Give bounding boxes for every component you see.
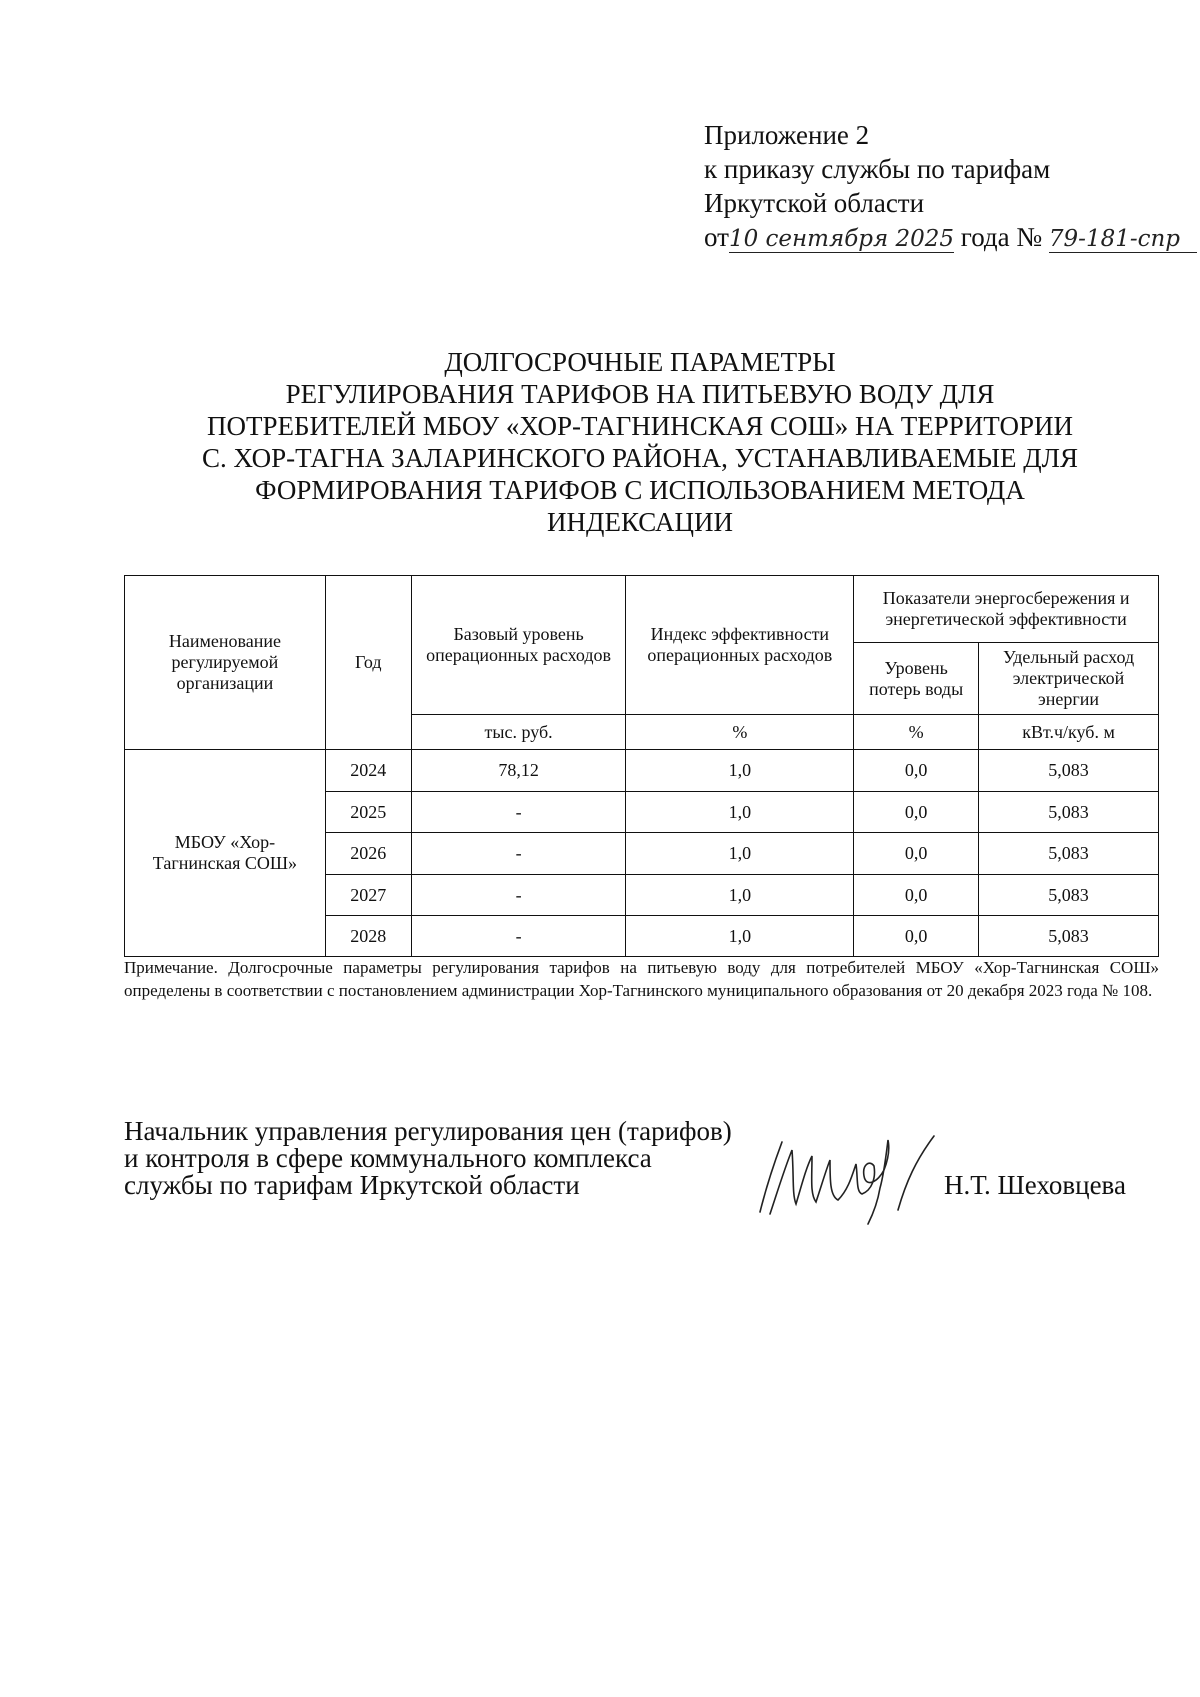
cell-loss: 0,0 bbox=[854, 750, 979, 792]
cell-power: 5,083 bbox=[979, 833, 1159, 875]
unit-loss: % bbox=[854, 715, 979, 750]
cell-loss: 0,0 bbox=[854, 916, 979, 957]
cell-index: 1,0 bbox=[626, 750, 854, 792]
header-energy-group: Показатели энергосбережения и энергетической эффективности bbox=[854, 576, 1159, 643]
header-organization: Наименование регулируемой организации bbox=[125, 576, 326, 750]
header-base-level: Базовый уровень операционных расходов bbox=[411, 576, 626, 715]
header-power-consumption: Удельный расход электрической энергии bbox=[979, 643, 1159, 715]
cell-base: - bbox=[411, 792, 626, 833]
signer-line: службы по тарифам Иркутской области bbox=[124, 1170, 580, 1200]
cell-loss: 0,0 bbox=[854, 792, 979, 833]
cell-power: 5,083 bbox=[979, 750, 1159, 792]
signer-name: Н.Т. Шеховцева bbox=[944, 1170, 1126, 1200]
appendix-line: к приказу службы по тарифам bbox=[704, 154, 1051, 184]
cell-power: 5,083 bbox=[979, 916, 1159, 957]
signer-position bbox=[124, 1118, 732, 1199]
date-prefix: от bbox=[704, 222, 729, 252]
title-line: С. ХОР-ТАГНА ЗАЛАРИНСКОГО РАЙОНА, УСТАНАВЛИВАЕМЫЕ ДЛЯ bbox=[202, 443, 1078, 473]
title-line: ФОРМИРОВАНИЯ ТАРИФОВ С ИСПОЛЬЗОВАНИЕМ МЕТОДА bbox=[255, 475, 1025, 505]
signer-line: и контроля в сфере коммунального комплекса bbox=[124, 1143, 652, 1173]
organization-name: МБОУ «Хор-Тагнинская СОШ» bbox=[125, 750, 326, 957]
document-title bbox=[160, 346, 1120, 538]
table-note: Примечание. Долгосрочные параметры регулирования тарифов на питьевую воду для потребителей МБОУ «Хор-Тагнинская СОШ» определены в соответствии с постановлением администрации Хор-Тагнинского муниципального образования от 20 декабря 2023 года № 108. bbox=[124, 958, 1159, 1000]
cell-year: 2025 bbox=[325, 792, 411, 833]
appendix-date-line bbox=[704, 220, 1197, 254]
cell-year: 2028 bbox=[325, 916, 411, 957]
handwritten-order-number: 79-181-спр bbox=[1049, 226, 1197, 253]
cell-power: 5,083 bbox=[979, 875, 1159, 916]
appendix-line: Приложение 2 bbox=[704, 120, 870, 150]
unit-base: тыс. руб. bbox=[411, 715, 626, 750]
header-efficiency-index: Индекс эффективности операционных расходов bbox=[626, 576, 854, 715]
order-number-label: года № bbox=[960, 222, 1043, 252]
cell-base: - bbox=[411, 875, 626, 916]
parameters-table bbox=[124, 575, 1159, 957]
title-line: ПОТРЕБИТЕЛЕЙ МБОУ «ХОР-ТАГНИНСКАЯ СОШ» НА ТЕРРИТОРИИ bbox=[207, 411, 1073, 441]
cell-index: 1,0 bbox=[626, 792, 854, 833]
cell-index: 1,0 bbox=[626, 916, 854, 957]
cell-loss: 0,0 bbox=[854, 833, 979, 875]
title-line: ДОЛГОСРОЧНЫЕ ПАРАМЕТРЫ bbox=[444, 347, 836, 377]
unit-power: кВт.ч/куб. м bbox=[979, 715, 1159, 750]
title-line: РЕГУЛИРОВАНИЯ ТАРИФОВ НА ПИТЬЕВУЮ ВОДУ ДЛЯ bbox=[285, 379, 995, 409]
header-year: Год bbox=[325, 576, 411, 750]
cell-power: 5,083 bbox=[979, 792, 1159, 833]
handwritten-date: 10 сентября 2025 bbox=[728, 226, 955, 252]
unit-index: % bbox=[626, 715, 854, 750]
cell-base: - bbox=[411, 833, 626, 875]
signer-line: Начальник управления регулирования цен (тарифов) bbox=[124, 1116, 732, 1146]
cell-year: 2026 bbox=[325, 833, 411, 875]
cell-index: 1,0 bbox=[626, 875, 854, 916]
cell-loss: 0,0 bbox=[854, 875, 979, 916]
cell-base: 78,12 bbox=[411, 750, 626, 792]
appendix-line: Иркутской области bbox=[704, 188, 925, 218]
title-line: ИНДЕКСАЦИИ bbox=[547, 507, 733, 537]
table-row bbox=[125, 750, 1159, 792]
cell-year: 2024 bbox=[325, 750, 411, 792]
cell-year: 2027 bbox=[325, 875, 411, 916]
appendix-block bbox=[704, 118, 1197, 254]
cell-base: - bbox=[411, 916, 626, 957]
header-water-loss: Уровень потерь воды bbox=[854, 643, 979, 715]
handwritten-signature bbox=[748, 1120, 948, 1230]
cell-index: 1,0 bbox=[626, 833, 854, 875]
